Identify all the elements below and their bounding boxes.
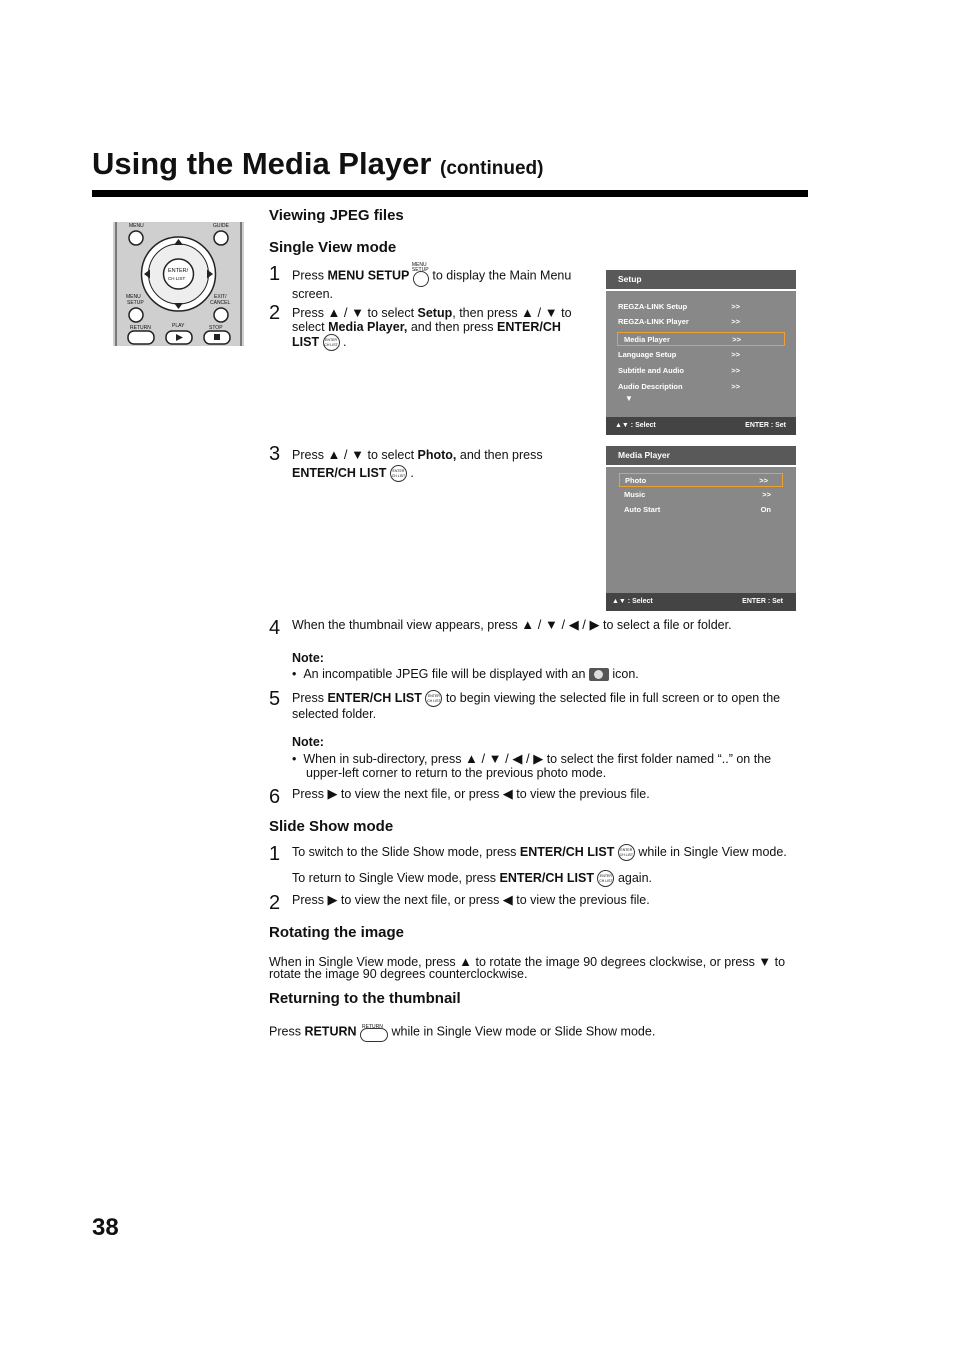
step-6-c: to view the previous file.: [512, 787, 650, 801]
media-item-label: Photo: [625, 476, 647, 485]
setup-item: [618, 380, 784, 394]
page-title-continued: (continued): [440, 158, 544, 179]
scroll-down-icon: ▼: [625, 394, 633, 403]
up-down-icon: ▲ / ▼: [327, 447, 365, 462]
remote-label-guide: GUIDE: [213, 223, 229, 229]
step-3-c: Photo,: [417, 448, 457, 462]
step-4-b: to select a file or folder.: [599, 618, 732, 632]
step-1-number: 1: [269, 263, 281, 285]
enter-ch-list-icon: ENTER CH LIST: [618, 844, 635, 861]
returning-a: Press: [269, 1024, 305, 1039]
media-player-screen: [606, 446, 796, 611]
step-3-number: 3: [269, 443, 281, 465]
step-2-i: .: [339, 334, 347, 349]
note-2-text: • When in sub-directory, press ▲ / ▼ / ◀ / ▶ to select the first folder named “..” on the upper-left corner to return to the previous photo mode.: [292, 751, 772, 780]
setup-item-label: Media Player: [624, 335, 670, 344]
enter-ch-list-icon: ENTER CH LIST: [425, 690, 442, 707]
rotating-a: When in Single View mode, press: [269, 955, 460, 969]
returning-b: RETURN: [304, 1024, 357, 1039]
slide-step-1-number: 1: [269, 843, 281, 865]
media-screen-title: Media Player: [606, 446, 796, 465]
step-4-number: 4: [269, 617, 281, 639]
step-5-text: [292, 690, 807, 721]
note-1-label: Note:: [292, 651, 324, 665]
setup-item-value: >>: [731, 382, 740, 391]
slide-step-2-text: [292, 893, 802, 907]
step-5-c: to begin viewing the selected file in full screen or to open the selected folder.: [292, 690, 781, 721]
step-3-f: .: [406, 466, 414, 480]
step-2-d: , then press: [452, 306, 522, 320]
setup-item: [618, 364, 784, 378]
rotating-c: to rotate the image 90 degrees counterclockwise.: [269, 955, 786, 981]
page-number: 38: [92, 1214, 119, 1241]
down-arrow-icon: ▼: [758, 954, 772, 969]
remote-label-exit-2: CANCEL: [210, 300, 231, 306]
note-2-a: When in sub-directory, press: [303, 752, 465, 766]
slide-step-2-a: Press: [292, 893, 328, 907]
incompatible-file-icon: [589, 668, 609, 681]
left-arrow-icon: ◀: [502, 892, 513, 907]
slide-step-1-text: [292, 844, 812, 861]
setup-item: [618, 348, 784, 362]
footer-select-text: : Select: [625, 598, 653, 605]
remote-label-menu-setup-2: SETUP: [127, 300, 144, 306]
setup-item-value: >>: [731, 317, 740, 326]
step-3-text: [292, 446, 590, 482]
step-4-text: [292, 618, 802, 632]
footer-select-text: : Select: [628, 422, 656, 429]
media-item-label: Music: [624, 490, 646, 499]
enter-ch-list-icon: ENTER CH LIST: [597, 870, 614, 887]
arrow-keys-icon: ▲ / ▼ / ◀ / ▶: [464, 751, 544, 766]
page-title: [92, 146, 543, 182]
step-2-text: [292, 306, 590, 351]
setup-item: [618, 315, 784, 329]
remote-label-exit-1: EXIT/: [214, 294, 227, 300]
remote-label-return: RETURN: [130, 325, 151, 331]
setup-item-selected: [617, 332, 785, 346]
remote-label-menu: MENU: [129, 223, 144, 229]
remote-label-stop: STOP: [209, 325, 223, 331]
media-item-label: Auto Start: [624, 505, 661, 514]
media-item-selected: [619, 473, 783, 487]
step-3-b: to select: [364, 448, 418, 462]
step-5-b: ENTER/CH LIST: [327, 690, 422, 705]
setup-item-label: Subtitle and Audio: [618, 366, 684, 375]
setup-item-value: >>: [731, 350, 740, 359]
up-down-icon: ▲ / ▼: [327, 305, 365, 320]
step-1-text: [292, 262, 590, 301]
note-1-b: icon.: [612, 667, 639, 681]
slide-show-heading: Slide Show mode: [269, 818, 394, 835]
enter-ch-list-icon: ENTER CH LIST: [390, 465, 407, 482]
step-2-b: to select: [364, 306, 418, 320]
slide-return-c: again.: [617, 870, 652, 885]
slide-step-2-number: 2: [269, 892, 281, 914]
step-2-f: Media Player,: [328, 320, 408, 334]
step-6-number: 6: [269, 786, 281, 808]
setup-item-label: Language Setup: [618, 350, 677, 359]
setup-item-value: >>: [732, 335, 741, 344]
note-1-a: An incompatible JPEG file will be displayed with an: [303, 667, 589, 681]
step-3-d: and then press: [456, 448, 543, 462]
media-item-value: >>: [762, 490, 771, 499]
single-view-heading: Single View mode: [269, 239, 397, 256]
returning-c: while in Single View mode or Slide Show mode.: [391, 1024, 656, 1039]
page-title-main: Using the Media Player: [92, 146, 432, 181]
footer-set: ENTER : Set: [742, 598, 783, 605]
slide-return-a: To return to Single View mode, press: [292, 870, 500, 885]
remote-label-enter: ENTER/: [168, 268, 189, 274]
setup-screen-footer: [606, 417, 796, 435]
footer-select: ▲▼ : Select: [615, 422, 656, 429]
remote-illustration: [113, 222, 244, 346]
enter-ch-list-icon: ENTER CH LIST: [323, 334, 340, 351]
step-2-a: Press: [292, 306, 328, 320]
step-2-h: ENTER/CH LIST: [292, 320, 561, 349]
media-item-value: On: [760, 505, 771, 514]
setup-screen-title: Setup: [606, 270, 796, 289]
step-3-a: Press: [292, 448, 328, 462]
step-5-a: Press: [292, 690, 328, 705]
rotating-heading: Rotating the image: [269, 924, 405, 941]
step-5-number: 5: [269, 688, 281, 710]
setup-item-value: >>: [731, 366, 740, 375]
slide-step-1-a: To switch to the Slide Show mode, press: [292, 844, 520, 859]
slide-step-2-b: to view the next file, or press: [337, 893, 503, 907]
up-arrow-icon: ▲: [459, 954, 473, 969]
step-2-c: Setup: [417, 306, 453, 320]
slide-return-text: [292, 870, 802, 887]
section-heading: Viewing JPEG files: [269, 207, 404, 224]
return-button-icon: RETURN: [360, 1028, 388, 1042]
footer-select: ▲▼ : Select: [612, 598, 653, 605]
returning-heading: Returning to the thumbnail: [269, 990, 461, 1007]
step-1-c: to display the Main Menu screen.: [292, 268, 572, 301]
step-6-a: Press: [292, 787, 328, 801]
menu-setup-icon: MENU SETUP: [413, 271, 429, 287]
right-arrow-icon: ▶: [327, 786, 338, 801]
setup-item-label: REGZA-LINK Setup: [618, 302, 688, 311]
step-3-e: ENTER/CH LIST: [292, 466, 387, 480]
right-arrow-icon: ▶: [327, 892, 338, 907]
remote-label-menu-setup-1: MENU: [126, 294, 141, 300]
setup-item: [618, 300, 784, 314]
step-1-a: Press: [292, 268, 328, 283]
rotating-b: to rotate the image 90 degrees clockwise, or press: [472, 955, 759, 969]
media-screen-footer: [606, 593, 796, 611]
left-arrow-icon: ◀: [502, 786, 513, 801]
step-2-e: to select: [292, 306, 572, 334]
returning-text: [269, 1022, 789, 1042]
rotating-text: [269, 956, 809, 980]
remote-label-chlist: CH LIST: [168, 276, 186, 281]
slide-return-b: ENTER/CH LIST: [499, 870, 594, 885]
step-2-number: 2: [269, 302, 281, 324]
step-1-b: MENU SETUP: [327, 268, 410, 283]
remote-label-play: PLAY: [172, 323, 185, 329]
setup-menu-screen: [606, 270, 796, 435]
note-2-label: Note:: [292, 735, 324, 749]
setup-item-label: Audio Description: [618, 382, 683, 391]
arrow-keys-icon: ▲ / ▼ / ◀ / ▶: [521, 617, 600, 632]
slide-step-2-c: to view the previous file.: [512, 893, 650, 907]
media-item: [624, 503, 788, 517]
note-2-b: to select the first folder named “..” on the upper-left corner to return to the previous photo mode.: [306, 752, 772, 780]
media-item-value: >>: [759, 476, 768, 485]
up-down-icon: ▲ / ▼: [521, 305, 558, 320]
footer-set: ENTER : Set: [745, 422, 786, 429]
step-6-b: to view the next file, or press: [337, 787, 503, 801]
slide-step-1-b: ENTER/CH LIST: [519, 844, 615, 859]
setup-item-value: >>: [731, 302, 740, 311]
note-1-text: • An incompatible JPEG file will be displayed with an icon.: [292, 667, 639, 681]
step-6-text: [292, 787, 802, 801]
step-2-g: and then press: [407, 320, 498, 334]
media-item: [624, 488, 788, 502]
slide-step-1-c: while in Single View mode.: [638, 844, 787, 859]
setup-item-label: REGZA-LINK Player: [618, 317, 689, 326]
title-rule: [92, 190, 808, 197]
step-4-a: When the thumbnail view appears, press: [292, 618, 522, 632]
